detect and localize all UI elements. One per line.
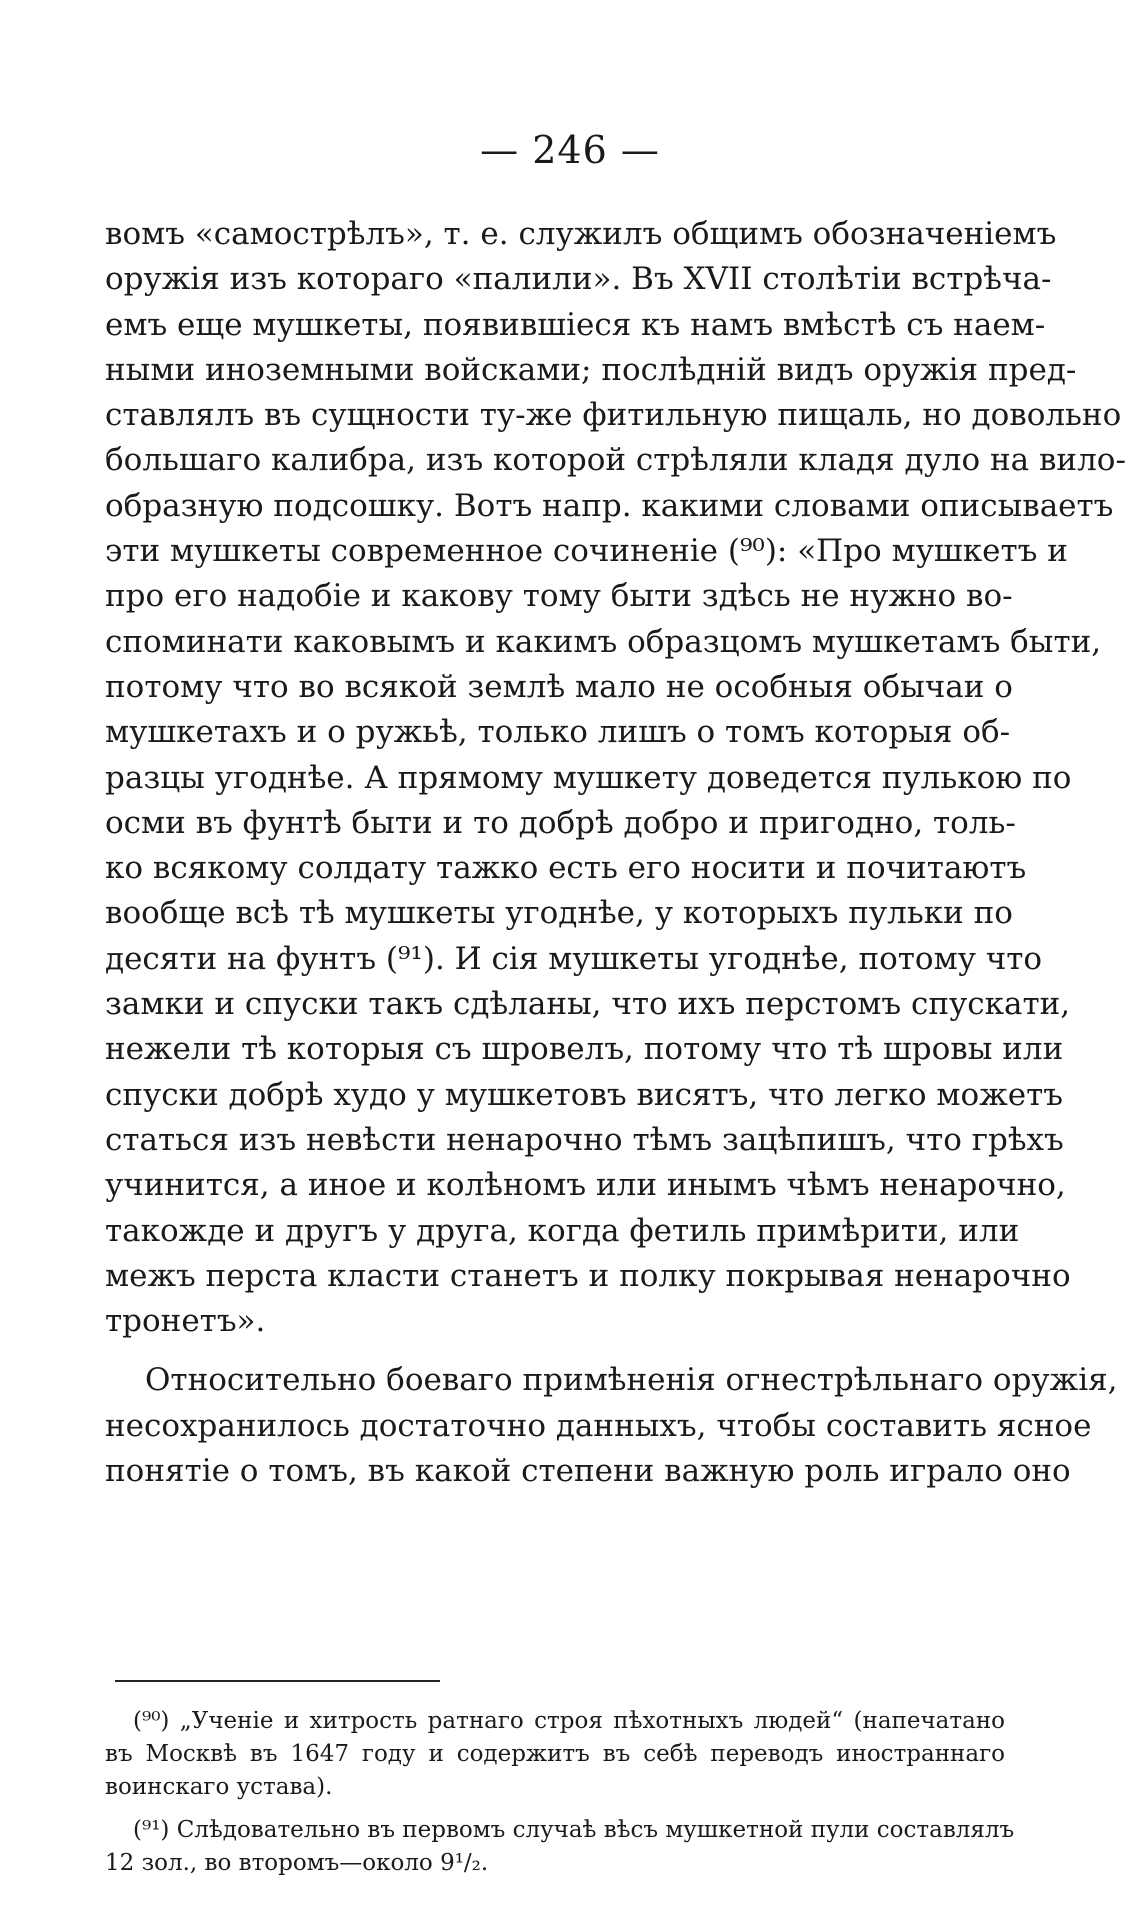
- footnote-divider: [115, 1680, 440, 1682]
- text-line: нежели тѣ которыя съ шровелъ, потому что тѣ шровы или: [105, 1031, 1064, 1068]
- text-line: большаго калибра, изъ которой стрѣляли кладя дуло на вило-: [105, 442, 1126, 479]
- footnote-91: [105, 1814, 1015, 1880]
- text-line: Относительно боеваго примѣненія огнестрѣльнаго оружія,: [145, 1362, 1118, 1399]
- text-line: понятіе о томъ, въ какой степени важную роль играло оно: [105, 1453, 1071, 1490]
- text-line: вообще всѣ тѣ мушкеты угоднѣе, у которыхъ пульки по: [105, 895, 1013, 932]
- text-line: потому что во всякой землѣ мало не особныя обычаи о: [105, 668, 1013, 705]
- text-line: мушкетахъ и о ружьѣ, только лишъ о томъ которыя об-: [105, 714, 1011, 751]
- text-line: межъ перста класти станетъ и полку покрывая ненарочно: [105, 1257, 1071, 1294]
- page-number: — 246 —: [480, 128, 660, 172]
- footnote-line: (⁹¹) Слѣдовательно въ первомъ случаѣ вѣсъ мушкетной пули составлялъ: [133, 1817, 1015, 1843]
- text-line: учинится, а иное и колѣномъ или инымъ чѣмъ ненарочно,: [105, 1167, 1066, 1204]
- text-line: споминати каковымъ и какимъ образцомъ мушкетамъ быти,: [105, 623, 1102, 660]
- text-line: разцы угоднѣе. А прямому мушкету доведется пулькою по: [105, 759, 1072, 796]
- footnote-line: въ Москвѣ въ 1647 году и содержитъ въ себѣ переводъ иностраннаго: [105, 1741, 1005, 1767]
- text-line: ставлялъ въ сущности ту-же фитильную пищаль, но довольно: [105, 397, 1122, 434]
- text-line: статься изъ невѣсти ненарочно тѣмъ зацѣпишъ, что грѣхъ: [105, 1121, 1064, 1158]
- text-line: спуски добрѣ худо у мушкетовъ висятъ, что легко можетъ: [105, 1076, 1063, 1113]
- footnote-line: (⁹⁰) „Ученіе и хитрость ратнаго строя пѣхотныхъ людей“ (напечатано: [133, 1708, 1005, 1734]
- text-line: ко всякому солдату тажко есть его носити и почитаютъ: [105, 850, 1027, 887]
- paragraph-1: [105, 212, 1126, 1344]
- text-line: такожде и другъ у друга, когда фетиль примѣрити, или: [105, 1212, 1020, 1249]
- text-line: несохранилось достаточно данныхъ, чтобы составить ясное: [105, 1407, 1092, 1444]
- text-line: про его надобіе и какову тому быти здѣсь не нужно во-: [105, 578, 1013, 615]
- footnote-90: [105, 1705, 1005, 1804]
- footnote-line: 12 зол., во второмъ—около 9¹/₂.: [105, 1850, 489, 1876]
- text-line: осми въ фунтѣ быти и то добрѣ добро и пригодно, толь-: [105, 804, 1016, 841]
- text-line: образную подсошку. Вотъ напр. какими словами описываетъ: [105, 487, 1114, 524]
- text-line: емъ еще мушкеты, появившіеся къ намъ вмѣстѣ съ наем-: [105, 306, 1046, 343]
- text-line: замки и спуски такъ сдѣланы, что ихъ перстомъ спускати,: [105, 986, 1071, 1023]
- text-line: тронетъ».: [105, 1303, 266, 1340]
- main-text: [105, 212, 1126, 1494]
- text-line: вомъ «самострѣлъ», т. е. служилъ общимъ обозначеніемъ: [105, 216, 1057, 252]
- text-line: оружія изъ котораго «палили». Въ XVII столѣтіи встрѣча-: [105, 261, 1052, 298]
- footnote-line: воинскаго устава).: [105, 1774, 333, 1800]
- text-line: десяти на фунтъ (⁹¹). И сія мушкеты угоднѣе, потому что: [105, 940, 1043, 977]
- footnotes: [105, 1705, 1015, 1880]
- text-line: эти мушкеты современное сочиненіе (⁹⁰): «Про мушкетъ и: [105, 533, 1068, 570]
- paragraph-2: [105, 1358, 1118, 1494]
- text-line: ными иноземными войсками; послѣдній видъ оружія пред-: [105, 351, 1077, 388]
